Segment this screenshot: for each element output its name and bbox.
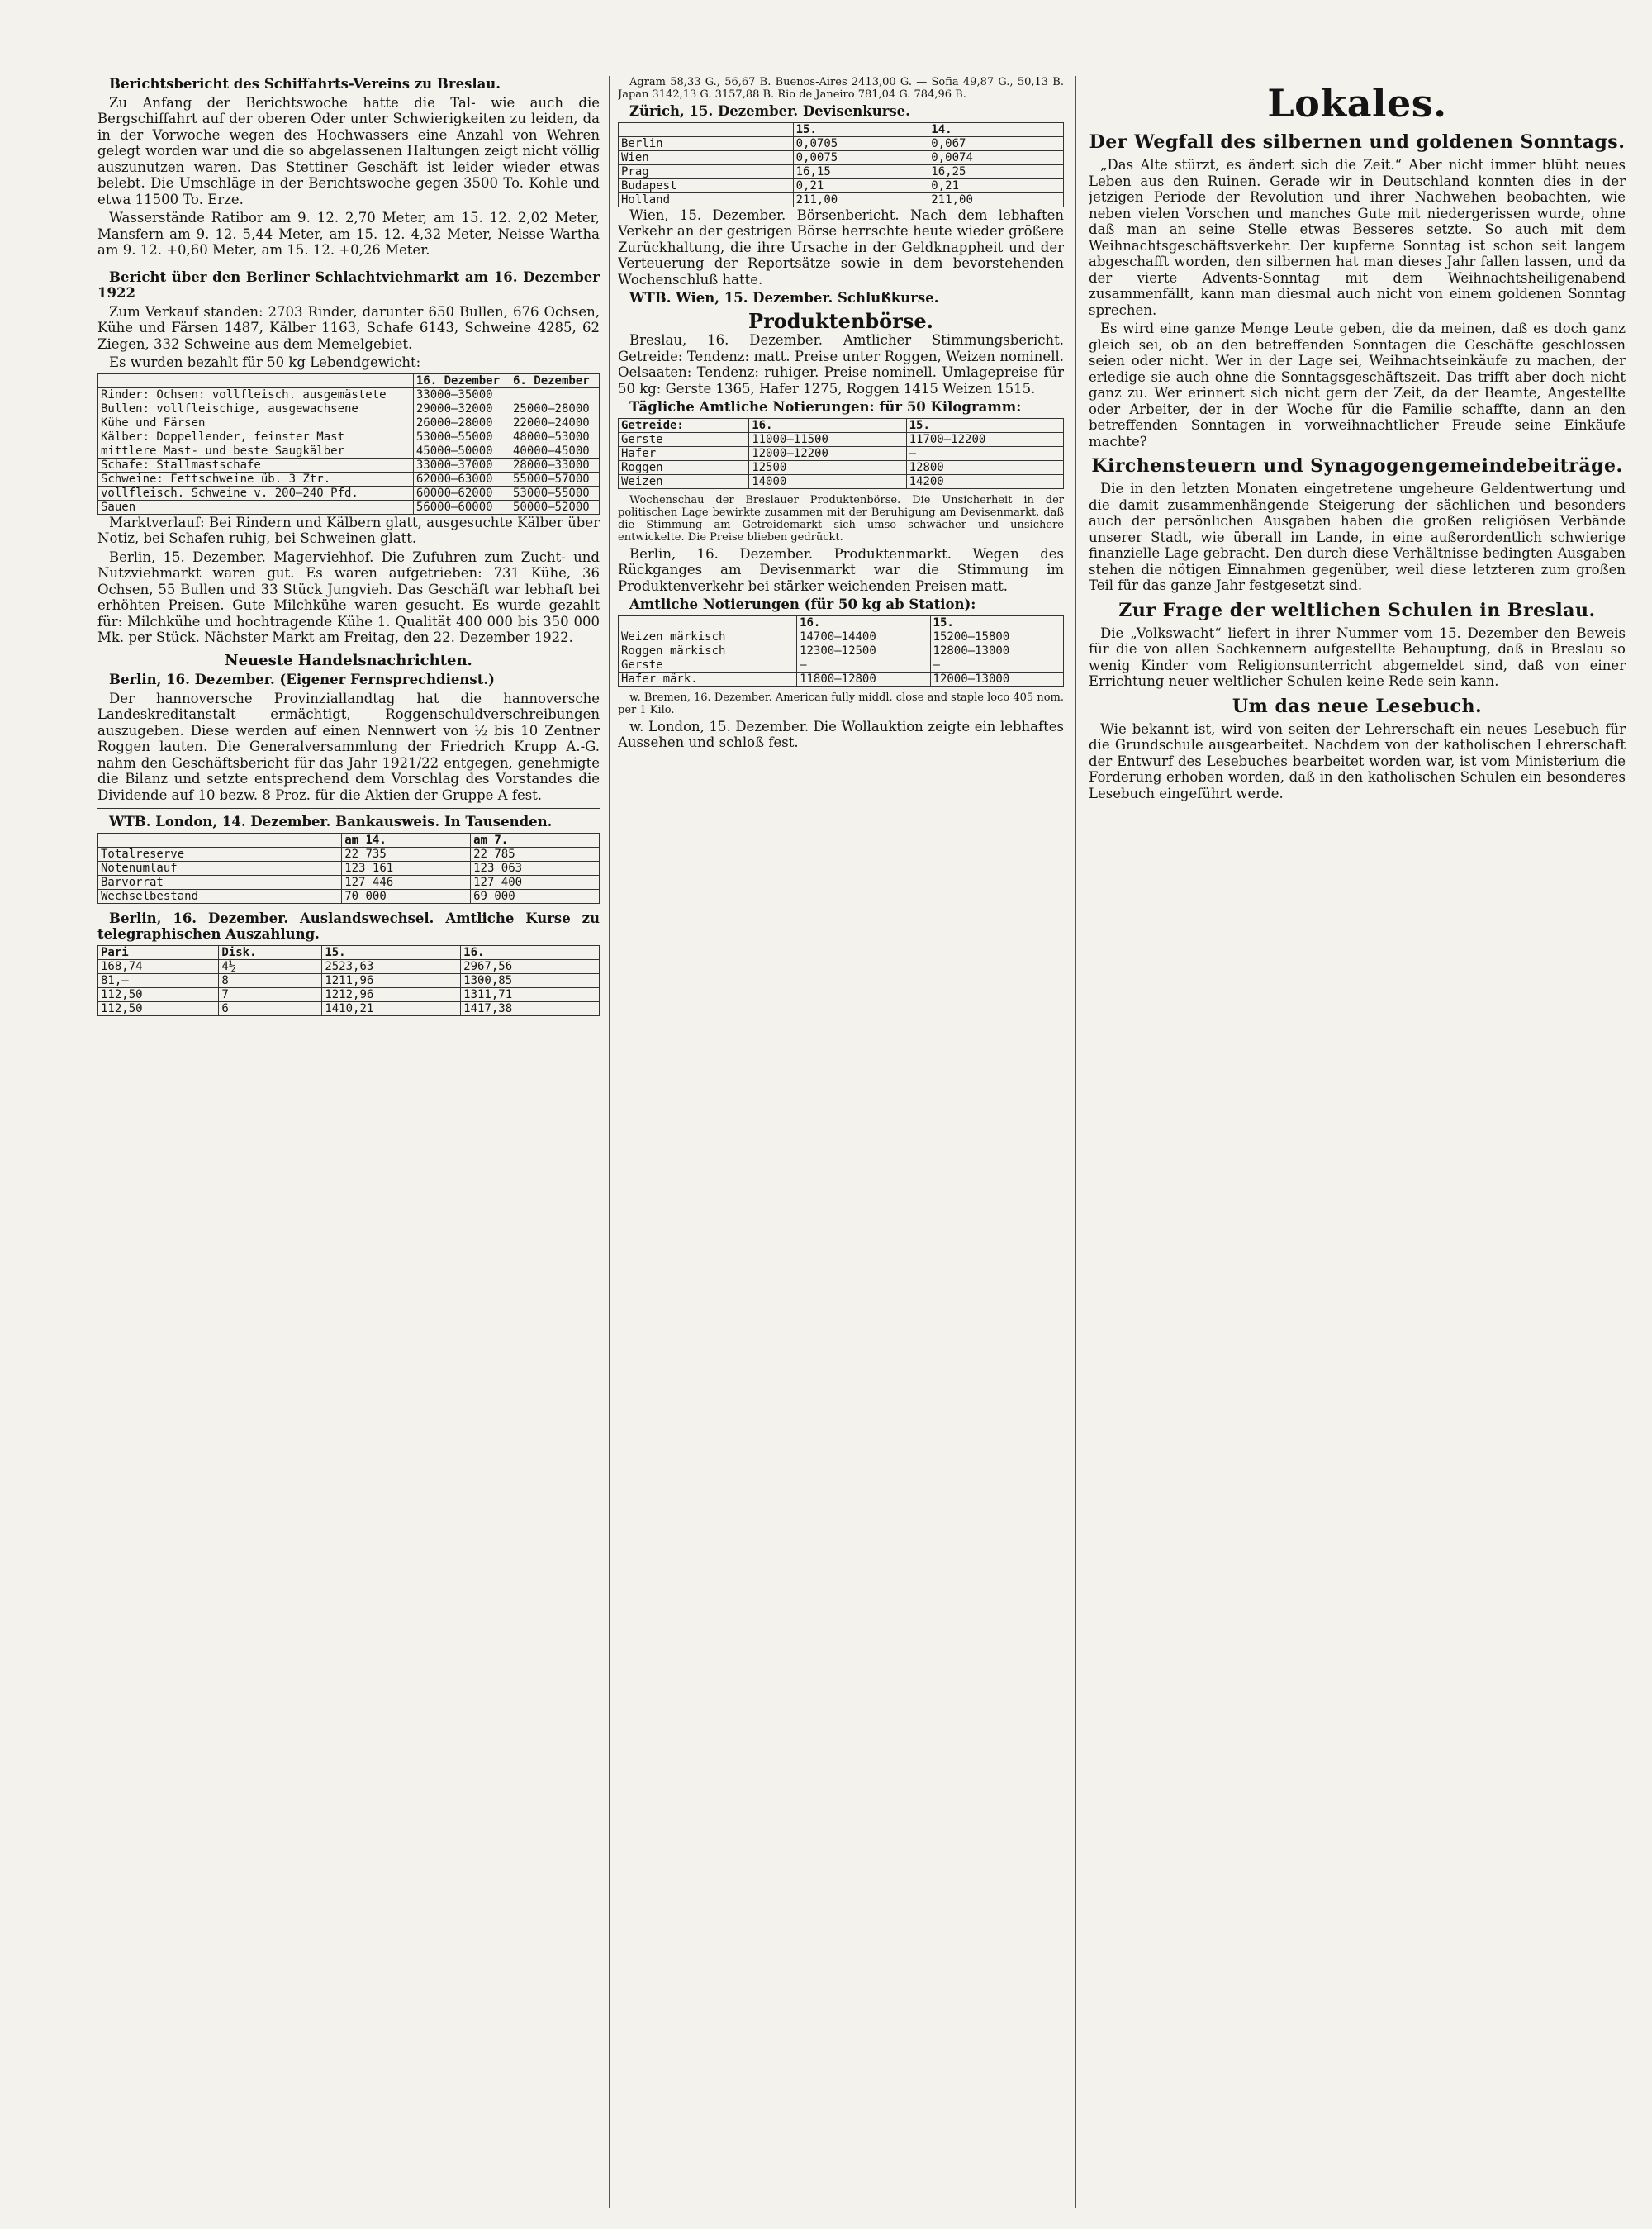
- table-row: [619, 672, 1064, 686]
- table-cell: Totalreserve: [98, 847, 342, 861]
- table-cell: 40000—45000: [510, 444, 599, 458]
- article-text-5: Wie bekannt ist, wird von seiten der Lehrerschaft ein neues Lesebuch für die Grundschule ausgearbeitet. Nachdem von der katholischen Lehrerschaft der Entwurf des Lesebuches bearbeitet worden war, ist vom Ministerium die Forderung erhoben worden, daß in den katholischen Schulen ein besonderes Lesebuch eingeführt werde.: [1089, 720, 1626, 801]
- london-text: w. London, 15. Dezember. Die Wollauktion zeigte ein lebhaftes Aussehen und schloß fest.: [618, 718, 1064, 750]
- table-header-cell: 15.: [793, 122, 928, 136]
- table-cell: 12500: [749, 460, 906, 474]
- table-cell: 0,0705: [793, 136, 928, 150]
- table-row: [98, 847, 600, 861]
- table-header-cell: 14.: [928, 122, 1064, 136]
- table-cell: 12800: [906, 460, 1063, 474]
- table-cell: 14000: [749, 474, 906, 488]
- table-cell: —: [797, 658, 930, 672]
- table-cell: Bullen: vollfleischige, ausgewachsene: [98, 402, 414, 416]
- table-cell: 7: [219, 987, 322, 1001]
- table-cell: 127 446: [342, 875, 471, 889]
- table-cell: 60000—62000: [413, 486, 510, 500]
- table-cell: Roggen märkisch: [619, 644, 797, 658]
- table-cell: 127 400: [471, 875, 600, 889]
- table-cell: 0,21: [928, 178, 1064, 192]
- table-cell: 15200—15800: [930, 630, 1063, 644]
- table-cell: 12000—13000: [930, 672, 1063, 686]
- products-heading: Produktenbörse.: [748, 308, 933, 333]
- table-cell: 70 000: [342, 889, 471, 903]
- table-cell: Schweine: Fettschweine üb. 3 Ztr.: [98, 472, 414, 486]
- table-cell: 0,0074: [928, 150, 1064, 164]
- table-cell: Barvorrat: [98, 875, 342, 889]
- table-row: [98, 1001, 600, 1015]
- cattle-intro: Zum Verkauf standen: 2703 Rinder, darunter 650 Bullen, 676 Ochsen, Kühe und Färsen 1487, Kälber 1163, Schafe 6143, Schweine 4285, 62 Ziegen, 332 Schweine aus dem Memelgebiet.: [97, 303, 600, 352]
- table-cell: 1410,21: [322, 1001, 461, 1015]
- table-cell: 123 063: [471, 861, 600, 875]
- table-cell: Berlin: [619, 136, 794, 150]
- table-cell: 28000—33000: [510, 458, 599, 472]
- table-header-cell: 16.: [749, 418, 906, 432]
- table-cell: 26000—28000: [413, 416, 510, 430]
- table-cell: 55000—57000: [510, 472, 599, 486]
- table-header-cell: 15.: [906, 418, 1063, 432]
- table-cell: [510, 387, 599, 402]
- berlin-notes-heading: Amtliche Notierungen (für 50 kg ab Station):: [629, 596, 976, 612]
- table-cell: 123 161: [342, 861, 471, 875]
- table-cell: 56000—60000: [413, 500, 510, 514]
- article-heading-1: Der Wegfall des silbernen und goldenen Sonntags.: [1089, 131, 1626, 153]
- table-cell: 112,50: [98, 1001, 219, 1015]
- bank-heading: WTB. London, 14. Dezember. Bankausweis. In Tausenden.: [109, 814, 553, 829]
- article-text-4: Die „Volkswacht“ liefert in ihrer Nummer vom 15. Dezember den Beweis für die von allen Sachkennern aufgestellte Behauptung, daß in Breslau so wenig Kinder vom Religionsunterricht abgemeldet sind, daß von einer Errichtung neuer weltlicher Schulen keine Rede sein kann.: [1089, 625, 1626, 689]
- table-header-cell: am 7.: [471, 833, 600, 847]
- table-header-cell: 15.: [322, 945, 461, 959]
- table-cell: 14200: [906, 474, 1063, 488]
- shipping-text: Zu Anfang der Berichtswoche hatte die Tal- wie auch die Bergschiffahrt auf der oberen Oder unter Schwierigkeiten zu leiden, da in der Vorwoche wegen des Hochwassers eine Anzahl von Wehren gelegt worden war und die so abgelassenen Haltungen zeigt nicht völlig auszunutzen waren. Das Stettiner Geschäft ist leider wieder etwas belebt. Die Umschläge in der Berichtswoche gegen 3500 To. Kohle und etwa 11500 To. Erze.: [97, 94, 600, 207]
- table-row: [98, 444, 600, 458]
- exchange-lines: Agram 58,33 G., 56,67 B. Buenos-Aires 2413,00 G. — Sofia 49,87 G., 50,13 B. Japan 3142,13 G. 3157,88 B. Rio de Janeiro 781,04 G. 784,96 B.: [618, 76, 1064, 101]
- table-cell: 22 785: [471, 847, 600, 861]
- table-cell: 53000—55000: [413, 430, 510, 444]
- article-text-1: „Das Alte stürzt, es ändert sich die Zeit.“ Aber nicht immer blüht neues Leben aus den Ruinen. Gerade wir in Deutschland konnten dies in der jetzigen Periode der Revolution und ihrer Nachwehen beobachten, wie neben vielen Vorschen und manches Gute mit niedergerissen wurde, ohne daß man an seine Stelle etwas Besseres setzte. So auch mit dem Weihnachtsgeschäftsverkehr. Der kupferne Sonntag ist schon seit langem abgeschafft worden, den silbernen hat man dieses Jahr fallen lassen, und da der vierte Advents-Sonntag mit dem Weihnachtsheiligenabend zusammenfällt, kann man diesmal auch nicht von einem goldenen Sonntag sprechen.: [1089, 157, 1626, 318]
- table-cell: 12300—12500: [797, 644, 930, 658]
- news-text: Der hannoversche Provinziallandtag hat die hannoversche Landeskreditanstalt ermächtigt, Roggenschuldverschreibungen auszugeben. Diese werden auf einen Nennwert von ½ bis 10 Zentner Roggen lauten. Die Generalversammlung der Friedrich Krupp A.-G. nahm den Geschäftsbericht für das Jahr 1921/22 entgegen, genehmigte die Bilanz und setzte entsprechend dem Vorschlag des Vorstandes die Dividende auf 10 bezw. 8 Proz. für die Aktien der Gruppe A fest.: [97, 690, 600, 803]
- table-row: [98, 402, 600, 416]
- table-cell: Gerste: [619, 432, 749, 446]
- bremen-text: w. Bremen, 16. Dezember. American fully middl. close and staple loco 405 nom. per 1 Kilo.: [618, 691, 1064, 716]
- table-cell: 81,—: [98, 973, 219, 987]
- table-row: [619, 474, 1064, 488]
- table-cell: 168,74: [98, 959, 219, 973]
- table-cell: 33000—37000: [413, 458, 510, 472]
- cattle-heading: Bericht über den Berliner Schlachtviehmarkt am 16. Dezember 1922: [97, 269, 600, 301]
- table-row: [98, 889, 600, 903]
- table-cell: 211,00: [928, 192, 1064, 207]
- left-column: [97, 76, 600, 1016]
- table-row: [98, 472, 600, 486]
- table-cell: Hafer: [619, 446, 749, 460]
- table-cell: 48000—53000: [510, 430, 599, 444]
- table-row: [98, 875, 600, 889]
- table-cell: 1212,96: [322, 987, 461, 1001]
- table-cell: 25000—28000: [510, 402, 599, 416]
- table-cell: 69 000: [471, 889, 600, 903]
- table-header-row: [98, 833, 600, 847]
- table-cell: Roggen: [619, 460, 749, 474]
- table-header-cell: 16. Dezember: [413, 373, 510, 387]
- berlin-market: Berlin, 15. Dezember. Magerviehhof. Die Zufuhren zum Zucht- und Nutzviehmarkt waren gut. Es waren aufgetrieben: 731 Kühe, 36 Ochsen, 55 Bullen und 33 Stück Jungvieh. Das Geschäft war lebhaft bei erhöhten Preisen. Gute Milchkühe waren gesucht. Es wurde gezahlt für: Milchkühe und hochtragende Kühe 1. Qualität 400 000 bis 350 000 Mk. per Stück. Nächster Markt am Freitag, den 22. Dezember 1922.: [97, 549, 600, 645]
- table-cell: Weizen: [619, 474, 749, 488]
- fx-table: [97, 945, 600, 1016]
- table-cell: 211,00: [793, 192, 928, 207]
- news-heading: Neueste Handelsnachrichten.: [225, 651, 472, 669]
- table-header-row: [619, 122, 1064, 136]
- zurich-table: [618, 122, 1064, 207]
- table-row: [619, 446, 1064, 460]
- table-cell: 112,50: [98, 987, 219, 1001]
- berlin-table: [618, 615, 1064, 687]
- table-cell: Kühe und Färsen: [98, 416, 414, 430]
- table-cell: 1417,38: [461, 1001, 600, 1015]
- table-row: [619, 164, 1064, 178]
- table-cell: 16,25: [928, 164, 1064, 178]
- cattle-tail: Marktverlauf: Bei Rindern und Kälbern glatt, ausgesuchte Kälber über Notiz, bei Schafen ruhig, bei Schweinen glatt.: [97, 514, 600, 546]
- table-cell: Gerste: [619, 658, 797, 672]
- table-header-cell: [98, 373, 414, 387]
- page-title: Lokales.: [1267, 81, 1447, 126]
- middle-column: [618, 76, 1064, 753]
- table-cell: Budapest: [619, 178, 794, 192]
- table-cell: 53000—55000: [510, 486, 599, 500]
- table-cell: Wechselbestand: [98, 889, 342, 903]
- grain-table: [618, 418, 1064, 489]
- bank-table: [97, 833, 600, 904]
- table-header-row: [619, 615, 1064, 630]
- table-header-cell: Getreide:: [619, 418, 749, 432]
- table-cell: 16,15: [793, 164, 928, 178]
- table-row: [619, 192, 1064, 207]
- table-cell: Wien: [619, 150, 794, 164]
- table-cell: 0,067: [928, 136, 1064, 150]
- table-cell: Sauen: [98, 500, 414, 514]
- article-text-3: Die in den letzten Monaten eingetretene ungeheure Geldentwertung und die damit zusammenhängende Steigerung der sächlichen und besonders auch der persönlichen Ausgaben haben die großen religiösen Verbände unserer Stadt, wie überall im Lande, in eine außerordentlich schwierige finanzielle Lage gebracht. Den durch diese Verhältnisse bedingten Ausgaben stehen die nötigen Einnahmen gegenüber, weil diese letzteren zum großen Teil für das ganze Jahr festgesetzt sind.: [1089, 481, 1626, 593]
- table-cell: Hafer märk.: [619, 672, 797, 686]
- column-rule: [1075, 76, 1076, 2208]
- table-header-cell: [619, 122, 794, 136]
- table-cell: 14700—14400: [797, 630, 930, 644]
- table-row: [619, 178, 1064, 192]
- table-cell: 1211,96: [322, 973, 461, 987]
- fx-heading: Berlin, 16. Dezember. Auslandswechsel. Amtliche Kurse zu telegraphischen Auszahlung.: [97, 910, 600, 942]
- table-cell: Weizen märkisch: [619, 630, 797, 644]
- table-row: [619, 630, 1064, 644]
- cattle-note: Es wurden bezahlt für 50 kg Lebendgewicht:: [109, 354, 421, 370]
- table-cell: Holland: [619, 192, 794, 207]
- table-row: [98, 486, 600, 500]
- table-cell: —: [930, 658, 1063, 672]
- table-cell: 11800—12800: [797, 672, 930, 686]
- table-header-cell: 15.: [930, 615, 1063, 630]
- table-header-row: [98, 945, 600, 959]
- table-cell: 11700—12200: [906, 432, 1063, 446]
- article-heading-3: Zur Frage der weltlichen Schulen in Breslau.: [1118, 599, 1596, 621]
- table-header-cell: 16.: [797, 615, 930, 630]
- table-header-cell: [619, 615, 797, 630]
- products-text: Breslau, 16. Dezember. Amtlicher Stimmungsbericht. Getreide: Tendenz: matt. Preise unter Roggen, Weizen nominell. Oelsaaten: Tendenz: ruhiger. Preise nominell. Umlagepreise für 50 kg: Gerste 1365, Hafer 1275, Roggen 1415 Weizen 1515.: [618, 332, 1064, 397]
- table-cell: 8: [219, 973, 322, 987]
- cattle-table: [97, 373, 600, 515]
- article-heading-2: Kirchensteuern und Synagogengemeindebeiträge.: [1091, 455, 1623, 477]
- table-cell: Notenumlauf: [98, 861, 342, 875]
- table-row: [619, 150, 1064, 164]
- table-row: [98, 973, 600, 987]
- table-header-cell: Disk.: [219, 945, 322, 959]
- table-cell: 2523,63: [322, 959, 461, 973]
- table-header-cell: Pari: [98, 945, 219, 959]
- article-heading-4: Um das neue Lesebuch.: [1232, 695, 1483, 717]
- table-header-cell: [98, 833, 342, 847]
- column-rule: [609, 76, 610, 2208]
- zurich-heading: Zürich, 15. Dezember. Devisenkurse.: [629, 103, 910, 119]
- table-header-cell: 6. Dezember: [510, 373, 599, 387]
- table-row: [98, 416, 600, 430]
- table-cell: 22 735: [342, 847, 471, 861]
- table-cell: 12000—12200: [749, 446, 906, 460]
- weekly-text: Wochenschau der Breslauer Produktenbörse. Die Unsicherheit in der politischen Lage bewirkte zusammen mit der Beruhigung am Devisenmarkt, daß die Stimmung am Getreidemarkt sich umso schwächer und unsichere entwickelte. Die Preise blieben gedrückt.: [618, 493, 1064, 544]
- table-cell: 12800—13000: [930, 644, 1063, 658]
- table-row: [98, 861, 600, 875]
- right-column: [1089, 76, 1626, 804]
- shipping-heading: Berichtsbericht des Schiffahrts-Vereins zu Breslau.: [109, 76, 501, 92]
- table-header-row: [619, 418, 1064, 432]
- table-row: [98, 987, 600, 1001]
- notes-heading: Tägliche Amtliche Notierungen: für 50 Kilogramm:: [629, 399, 1022, 415]
- table-row: [619, 460, 1064, 474]
- table-cell: 4½: [219, 959, 322, 973]
- article-text-2: Es wird eine ganze Menge Leute geben, die da meinen, daß es doch ganz gleich sei, ob an den betreffenden Sonntagen die Geschäfte geschlossen seien oder nicht. Wer in der Lage sei, Weihnachtseinkäufe zu machen, der erledige sie auch ohne die Sonntagsgeschäftszeit. Das trifft aber doch nicht ganz zu. Wer erinnert sich nicht gern der Zeit, da der Beamte, Angestellte oder Arbeiter, der in der Woche für die Familie schaffte, dann an den betreffenden Sonntagen in vorweihnachtlicher Freude seine Einkäufe machte?: [1089, 321, 1626, 449]
- table-row: [98, 387, 600, 402]
- table-cell: 0,21: [793, 178, 928, 192]
- table-cell: Schafe: Stallmastschafe: [98, 458, 414, 472]
- table-cell: 45000—50000: [413, 444, 510, 458]
- berlin-products: Berlin, 16. Dezember. Produktenmarkt. Wegen des Rückganges am Devisenmarkt war die Stimmung im Produktenverkehr bei stärker weichenden Preisen matt.: [618, 545, 1064, 594]
- wien-text: Wien, 15. Dezember. Börsenbericht. Nach dem lebhaften Verkehr an der gestrigen Börse herrschte heute wieder größere Zurückhaltung, die ihre Ursache in der Geldknappheit und der Verteuerung der Reportsätze sowie in dem bevorstehenden Wochenschluß hatte.: [618, 207, 1064, 288]
- table-row: [98, 430, 600, 444]
- table-row: [98, 959, 600, 973]
- table-cell: Kälber: Doppellender, feinster Mast: [98, 430, 414, 444]
- table-cell: 50000—52000: [510, 500, 599, 514]
- table-cell: 1300,85: [461, 973, 600, 987]
- table-cell: vollfleisch. Schweine v. 200—240 Pfd.: [98, 486, 414, 500]
- wtb-heading: WTB. Wien, 15. Dezember. Schlußkurse.: [629, 290, 939, 306]
- divider: [97, 808, 600, 809]
- table-row: [619, 432, 1064, 446]
- table-cell: 2967,56: [461, 959, 600, 973]
- table-row: [98, 500, 600, 514]
- table-row: [619, 644, 1064, 658]
- table-cell: 11000—11500: [749, 432, 906, 446]
- table-header-cell: am 14.: [342, 833, 471, 847]
- table-cell: 22000—24000: [510, 416, 599, 430]
- table-cell: 6: [219, 1001, 322, 1015]
- table-cell: —: [906, 446, 1063, 460]
- table-row: [619, 136, 1064, 150]
- table-cell: 33000—35000: [413, 387, 510, 402]
- table-cell: 0,0075: [793, 150, 928, 164]
- table-cell: 29000—32000: [413, 402, 510, 416]
- table-row: [98, 458, 600, 472]
- table-cell: Prag: [619, 164, 794, 178]
- table-cell: mittlere Mast- und beste Saugkälber: [98, 444, 414, 458]
- table-header-row: [98, 373, 600, 387]
- water-levels: Wasserstände Ratibor am 9. 12. 2,70 Meter, am 15. 12. 2,02 Meter, Mansfern am 9. 12. 5,44 Meter, am 15. 12. 4,32 Meter, Neisse Wartha am 9. 12. +0,60 Meter, am 15. 12. +0,26 Meter.: [97, 210, 600, 258]
- table-cell: Rinder: Ochsen: vollfleisch. ausgemästete: [98, 387, 414, 402]
- table-cell: 62000—63000: [413, 472, 510, 486]
- news-subheading: Berlin, 16. Dezember. (Eigener Fernsprechdienst.): [109, 672, 495, 687]
- table-header-cell: 16.: [461, 945, 600, 959]
- table-row: [619, 658, 1064, 672]
- table-cell: 1311,71: [461, 987, 600, 1001]
